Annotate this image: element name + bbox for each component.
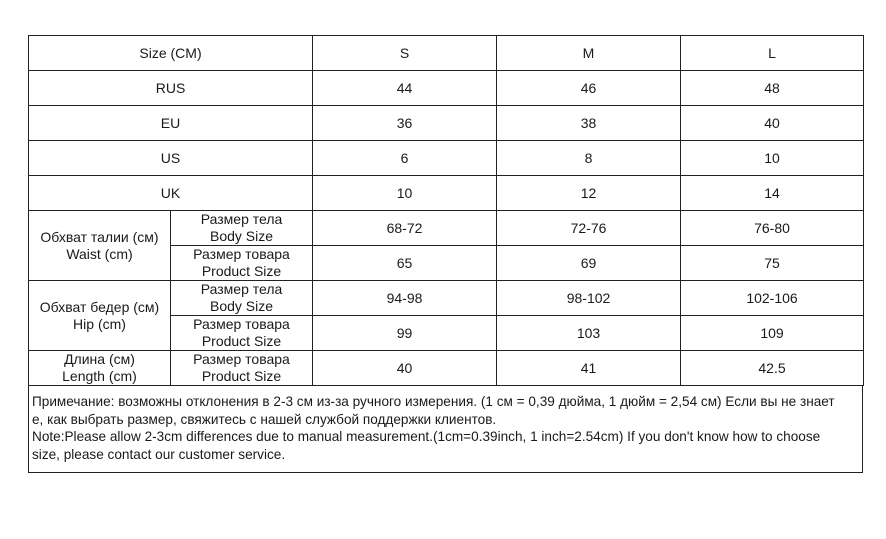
measure-type — [171, 351, 313, 386]
measure-type-ru: Размер товара — [193, 351, 290, 367]
size-table — [28, 35, 864, 386]
row-label: RUS — [29, 71, 313, 106]
measure-type-ru: Размер тела — [200, 211, 283, 227]
size-chart — [28, 35, 863, 473]
table-cell: 10 — [681, 141, 864, 176]
row-label: US — [29, 141, 313, 176]
table-row — [29, 71, 864, 106]
table-cell: 44 — [313, 71, 497, 106]
waist-label-en: Waist (cm) — [66, 245, 133, 262]
table-cell: 14 — [681, 176, 864, 211]
header-label: Size (CM) — [29, 36, 313, 71]
row-label: UK — [29, 176, 313, 211]
table-cell: 46 — [497, 71, 681, 106]
measure-type-ru: Размер товара — [193, 246, 290, 262]
table-cell: 42.5 — [681, 351, 864, 386]
table-cell: 12 — [497, 176, 681, 211]
table-cell: 109 — [681, 316, 864, 351]
row-label: EU — [29, 106, 313, 141]
length-label — [29, 351, 171, 386]
header-row — [29, 36, 864, 71]
table-cell: 103 — [497, 316, 681, 351]
measure-type-en: Product Size — [201, 368, 282, 384]
measure-type-ru: Размер тела — [200, 281, 283, 297]
measure-type — [171, 246, 313, 281]
measurement-note — [28, 386, 863, 473]
table-cell: 36 — [313, 106, 497, 141]
measure-type-en: Product Size — [201, 333, 282, 349]
table-row — [29, 176, 864, 211]
measure-type-en: Body Size — [209, 298, 274, 314]
table-cell: 72-76 — [497, 211, 681, 246]
hip-label — [29, 281, 171, 351]
table-cell: 38 — [497, 106, 681, 141]
table-cell: 68-72 — [313, 211, 497, 246]
length-label-en: Length (cm) — [62, 368, 137, 384]
measure-type — [171, 211, 313, 246]
table-cell: 48 — [681, 71, 864, 106]
length-product-row — [29, 351, 864, 386]
note-ru-line2: е, как выбрать размер, свяжитесь с нашей службой поддержки клиентов. — [32, 411, 497, 427]
table-cell: 40 — [313, 351, 497, 386]
measure-type-ru: Размер товара — [193, 316, 290, 332]
table-row — [29, 141, 864, 176]
hip-label-en: Hip (cm) — [73, 315, 126, 332]
waist-label-ru: Обхват талии (см) — [40, 228, 159, 245]
size-l-header: L — [681, 36, 864, 71]
table-row — [29, 106, 864, 141]
table-cell: 65 — [313, 246, 497, 281]
table-cell: 98-102 — [497, 281, 681, 316]
hip-body-row — [29, 281, 864, 316]
waist-label — [29, 211, 171, 281]
table-cell: 40 — [681, 106, 864, 141]
table-cell: 76-80 — [681, 211, 864, 246]
note-en-line2: size, please contact our customer service. — [32, 446, 286, 462]
table-cell: 69 — [497, 246, 681, 281]
table-cell: 99 — [313, 316, 497, 351]
table-cell: 94-98 — [313, 281, 497, 316]
table-cell: 10 — [313, 176, 497, 211]
waist-body-row — [29, 211, 864, 246]
table-cell: 102-106 — [681, 281, 864, 316]
measure-type-en: Body Size — [209, 228, 274, 244]
measure-type — [171, 316, 313, 351]
size-s-header: S — [313, 36, 497, 71]
measure-type — [171, 281, 313, 316]
length-label-ru: Длина (см) — [64, 351, 135, 367]
note-en-line1: Note:Please allow 2-3cm differences due to manual measurement.(1cm=0.39inch, 1 inch=2.54cm) If you don't know how to choose — [32, 429, 821, 444]
note-ru-line1: Примечание: возможны отклонения в 2-3 см из-за ручного измерения. (1 см = 0,39 дюйма, 1 дюйм = 2,54 см) Если вы не знает — [32, 394, 835, 409]
measure-type-en: Product Size — [201, 263, 282, 279]
size-m-header: M — [497, 36, 681, 71]
table-cell: 6 — [313, 141, 497, 176]
table-cell: 8 — [497, 141, 681, 176]
table-cell: 41 — [497, 351, 681, 386]
hip-label-ru: Обхват бедер (см) — [39, 298, 160, 315]
table-cell: 75 — [681, 246, 864, 281]
